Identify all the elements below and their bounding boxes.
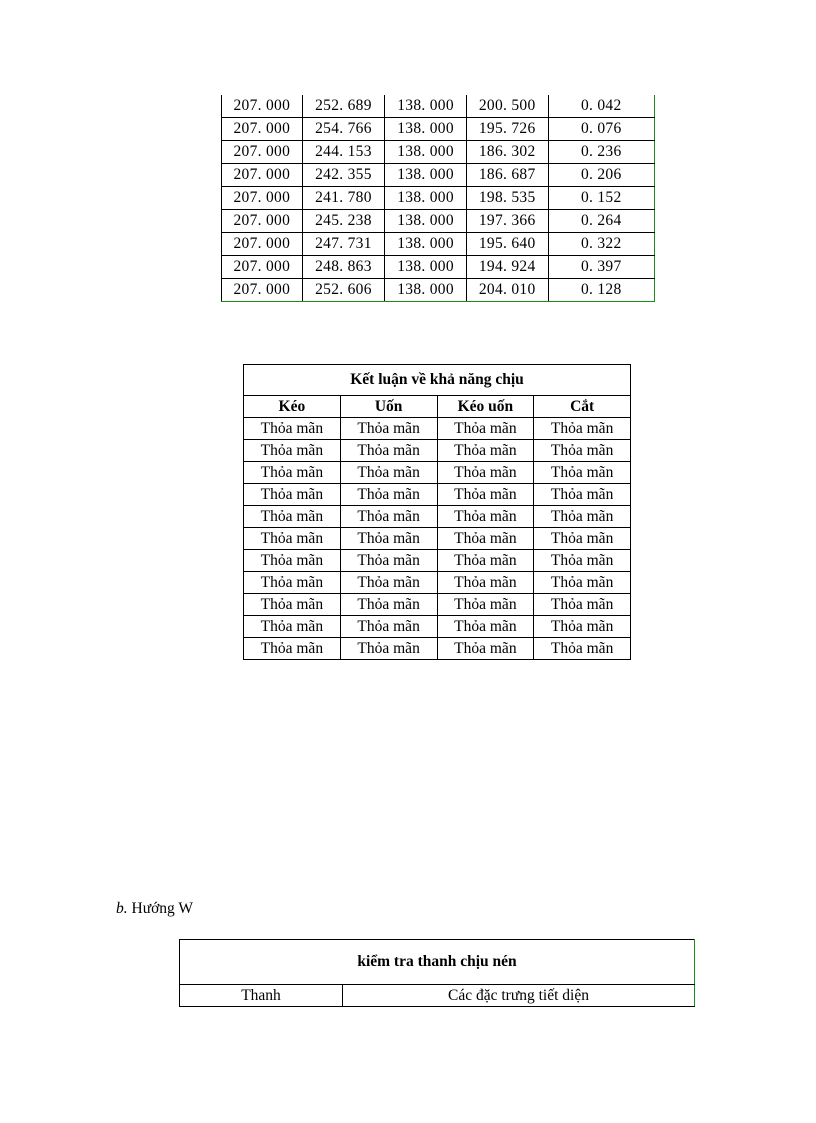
table-cell: 247. 731: [302, 233, 385, 256]
table-cell: 186. 302: [466, 141, 548, 164]
table-cell: Thỏa mãn: [437, 616, 534, 638]
table-cell: Thỏa mãn: [340, 550, 437, 572]
table-row: [244, 528, 631, 550]
table-cell: 200. 500: [466, 95, 548, 118]
table-cell: Thỏa mãn: [437, 440, 534, 462]
table-cell: Thỏa mãn: [437, 594, 534, 616]
table-row: [222, 164, 655, 187]
table-cell: Thỏa mãn: [534, 418, 631, 440]
section-title: Hướng W: [131, 900, 194, 917]
table-cell: 138. 000: [385, 256, 467, 279]
table-cell: Thỏa mãn: [437, 418, 534, 440]
table-cell: Thỏa mãn: [244, 572, 341, 594]
table-cell: 138. 000: [385, 141, 467, 164]
table-cell: 0. 397: [548, 256, 654, 279]
table-cell: 207. 000: [222, 118, 303, 141]
table-cell: Thỏa mãn: [437, 484, 534, 506]
table-cell: 195. 726: [466, 118, 548, 141]
table-cell: 197. 366: [466, 210, 548, 233]
table-cell: 207. 000: [222, 141, 303, 164]
column-header-bar: Thanh: [180, 985, 343, 1007]
table-cell: Thỏa mãn: [534, 616, 631, 638]
table-cell: 195. 640: [466, 233, 548, 256]
values-table: [221, 95, 655, 302]
section-heading: [116, 900, 193, 918]
table-cell: Thỏa mãn: [340, 440, 437, 462]
table-cell: 0. 206: [548, 164, 654, 187]
table-cell: 0. 152: [548, 187, 654, 210]
table-cell: Thỏa mãn: [244, 484, 341, 506]
table-cell: 242. 355: [302, 164, 385, 187]
table-row: [244, 440, 631, 462]
table-row: [222, 233, 655, 256]
table-cell: 138. 000: [385, 233, 467, 256]
table-row: [244, 484, 631, 506]
table-cell: Thỏa mãn: [340, 484, 437, 506]
table-cell: 204. 010: [466, 279, 548, 302]
table-title-row: [244, 365, 631, 396]
table-cell: Thỏa mãn: [534, 506, 631, 528]
table-cell: 138. 000: [385, 164, 467, 187]
table-cell: Thỏa mãn: [244, 594, 341, 616]
table-row: [244, 594, 631, 616]
table-cell: Thỏa mãn: [244, 440, 341, 462]
table-cell: Thỏa mãn: [340, 506, 437, 528]
table-cell: 207. 000: [222, 210, 303, 233]
table-cell: Thỏa mãn: [244, 506, 341, 528]
table-cell: 0. 042: [548, 95, 654, 118]
table-cell: 194. 924: [466, 256, 548, 279]
table-cell: Thỏa mãn: [244, 462, 341, 484]
compression-check-table: [179, 939, 695, 1007]
table-cell: Thỏa mãn: [534, 550, 631, 572]
values-table-body: [222, 95, 655, 302]
table-cell: Thỏa mãn: [340, 616, 437, 638]
table-row: [244, 638, 631, 660]
table-title-row: [180, 940, 695, 985]
table-cell: Thỏa mãn: [340, 594, 437, 616]
table-cell: 186. 687: [466, 164, 548, 187]
table-cell: 241. 780: [302, 187, 385, 210]
table-cell: Thỏa mãn: [340, 572, 437, 594]
table-row: [222, 118, 655, 141]
conclusion-table-title: Kết luận về khả năng chịu: [244, 365, 631, 396]
table-cell: 0. 128: [548, 279, 654, 302]
table-cell: Thỏa mãn: [534, 638, 631, 660]
table-cell: 245. 238: [302, 210, 385, 233]
column-header-keo-uon: Kéo uốn: [437, 396, 534, 418]
table-cell: Thỏa mãn: [244, 528, 341, 550]
table-row: [244, 572, 631, 594]
table-cell: Thỏa mãn: [244, 638, 341, 660]
table-header-row: [180, 985, 695, 1007]
table-cell: Thỏa mãn: [340, 462, 437, 484]
table-row: [222, 141, 655, 164]
table-cell: 252. 606: [302, 279, 385, 302]
table-row: [222, 187, 655, 210]
table-cell: 0. 322: [548, 233, 654, 256]
table-row: [244, 418, 631, 440]
table-cell: Thỏa mãn: [340, 528, 437, 550]
table-cell: 138. 000: [385, 279, 467, 302]
table-cell: Thỏa mãn: [340, 418, 437, 440]
table-cell: 207. 000: [222, 164, 303, 187]
table-cell: 252. 689: [302, 95, 385, 118]
table-cell: 138. 000: [385, 210, 467, 233]
conclusion-table: [243, 364, 631, 660]
table-cell: 248. 863: [302, 256, 385, 279]
table-row: [244, 462, 631, 484]
table-cell: 207. 000: [222, 95, 303, 118]
table-cell: Thỏa mãn: [534, 594, 631, 616]
table-cell: 254. 766: [302, 118, 385, 141]
table-header-row: [244, 396, 631, 418]
table-row: [244, 506, 631, 528]
table-cell: 0. 236: [548, 141, 654, 164]
table-row: [222, 95, 655, 118]
compression-table-title: kiểm tra thanh chịu nén: [180, 940, 695, 985]
table-cell: 207. 000: [222, 279, 303, 302]
table-cell: Thỏa mãn: [244, 616, 341, 638]
table-cell: Thỏa mãn: [437, 638, 534, 660]
column-header-cat: Cắt: [534, 396, 631, 418]
table-cell: 138. 000: [385, 95, 467, 118]
table-cell: Thỏa mãn: [534, 572, 631, 594]
table-cell: Thỏa mãn: [437, 550, 534, 572]
table-row: [222, 210, 655, 233]
column-header-keo: Kéo: [244, 396, 341, 418]
section-letter: b.: [116, 900, 128, 917]
table-cell: 244. 153: [302, 141, 385, 164]
table-cell: 207. 000: [222, 187, 303, 210]
table-cell: Thỏa mãn: [534, 528, 631, 550]
table-cell: Thỏa mãn: [534, 440, 631, 462]
table-row: [244, 616, 631, 638]
table-cell: Thỏa mãn: [340, 638, 437, 660]
table-cell: 138. 000: [385, 187, 467, 210]
table-cell: 207. 000: [222, 256, 303, 279]
table-cell: Thỏa mãn: [534, 462, 631, 484]
table-row: [222, 279, 655, 302]
table-cell: Thỏa mãn: [437, 572, 534, 594]
column-header-uon: Uốn: [340, 396, 437, 418]
table-cell: 198. 535: [466, 187, 548, 210]
column-header-section-properties: Các đặc trưng tiết diện: [343, 985, 695, 1007]
table-cell: 138. 000: [385, 118, 467, 141]
table-cell: 0. 264: [548, 210, 654, 233]
table-cell: Thỏa mãn: [244, 550, 341, 572]
table-cell: Thỏa mãn: [437, 462, 534, 484]
table-cell: 207. 000: [222, 233, 303, 256]
table-row: [222, 256, 655, 279]
table-cell: Thỏa mãn: [534, 484, 631, 506]
table-row: [244, 550, 631, 572]
table-cell: Thỏa mãn: [437, 528, 534, 550]
table-cell: 0. 076: [548, 118, 654, 141]
table-cell: Thỏa mãn: [244, 418, 341, 440]
table-cell: Thỏa mãn: [437, 506, 534, 528]
